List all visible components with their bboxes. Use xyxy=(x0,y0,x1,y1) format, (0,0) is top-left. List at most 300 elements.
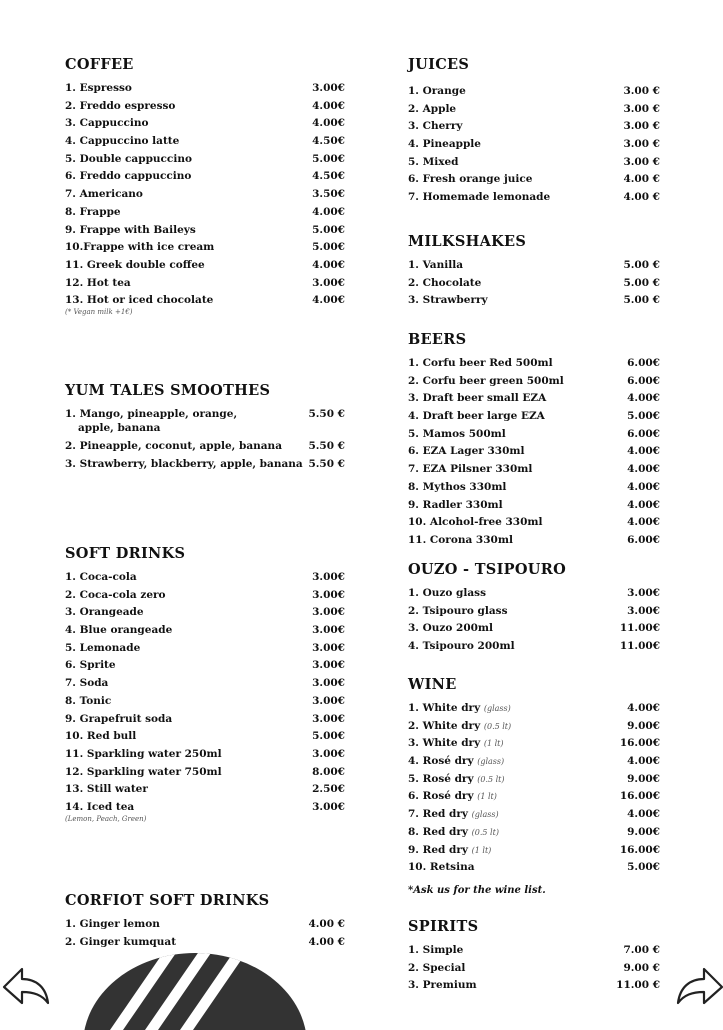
section-juices xyxy=(408,56,660,209)
menu-item xyxy=(65,624,345,642)
menu-item xyxy=(408,428,660,446)
menu-item xyxy=(408,587,660,605)
item-name-text: 2. Ginger kumquat xyxy=(65,935,177,948)
beers-list xyxy=(408,357,660,552)
item-name-text: 1. Ginger lemon xyxy=(65,918,160,930)
item-price: 3.00€ xyxy=(627,604,660,617)
item-name-text: 13. Still water xyxy=(65,783,148,796)
item-name xyxy=(408,173,532,185)
menu-item xyxy=(408,277,660,295)
item-name-text: 6. Freddo cappuccino xyxy=(65,170,192,183)
item-price: 9.00€ xyxy=(627,825,660,838)
item-name-text: 3. Cherry xyxy=(408,120,463,133)
item-price: 8.00€ xyxy=(312,765,345,778)
item-name-text: 3. White dry xyxy=(408,737,481,750)
item-name-text: 2. Chocolate xyxy=(408,276,482,289)
item-price: 4.00€ xyxy=(312,117,345,130)
menu-item xyxy=(408,445,660,463)
item-name-cont: apple, banana xyxy=(78,422,161,434)
item-price: 3.00 € xyxy=(623,102,660,115)
item-name-text: 4. Rosé dry xyxy=(408,755,474,768)
menu-item xyxy=(408,773,660,791)
menu-item xyxy=(65,730,345,748)
item-name xyxy=(65,241,214,253)
item-name xyxy=(408,191,550,203)
item-size: (0.5 lt) xyxy=(483,721,512,731)
menu-item xyxy=(408,622,660,640)
item-price: 4.00€ xyxy=(627,808,660,821)
section-title: COFFEE xyxy=(65,56,134,73)
item-name xyxy=(408,138,481,150)
arrow-right-icon xyxy=(676,965,723,1009)
item-price: 4.00€ xyxy=(627,755,660,768)
item-name-text: 14. Iced tea xyxy=(65,800,135,813)
wine-list xyxy=(408,702,660,879)
item-name-text: 3. Premium xyxy=(408,979,477,992)
menu-item xyxy=(65,117,345,135)
menu-item xyxy=(408,826,660,844)
item-name-text: 3. Ouzo 200ml xyxy=(408,622,494,635)
item-name-text: 2. Coca-cola zero xyxy=(65,588,166,601)
menu-item xyxy=(408,294,660,312)
item-name-text: 13. Hot or iced chocolate xyxy=(65,294,214,307)
section-wine xyxy=(408,676,660,896)
item-name xyxy=(408,844,491,856)
item-price: 5.50 € xyxy=(308,457,345,470)
item-name xyxy=(408,720,511,732)
item-name xyxy=(65,659,116,671)
item-name-text: 8. Mythos 330ml xyxy=(408,480,507,493)
section-title: SPIRITS xyxy=(408,918,479,935)
menu-item xyxy=(408,392,660,410)
menu-item xyxy=(408,702,660,720)
item-name xyxy=(408,156,459,168)
menu-item xyxy=(408,499,660,517)
item-price: 16.00€ xyxy=(619,737,660,750)
item-name-text: 3. Orangeade xyxy=(65,606,144,619)
item-name-text: 9. Red dry xyxy=(408,843,468,856)
coffee-list xyxy=(65,82,345,312)
menu-item xyxy=(65,100,345,118)
item-name xyxy=(408,516,543,528)
menu-item xyxy=(65,748,345,766)
item-name-text: 5. Double cappuccino xyxy=(65,152,192,165)
item-name xyxy=(408,790,497,802)
item-price: 4.00€ xyxy=(627,498,660,511)
menu-item xyxy=(408,138,660,156)
item-name-text: 8. Tonic xyxy=(65,694,112,707)
item-name xyxy=(65,695,111,707)
item-name-text: 1. Simple xyxy=(408,944,464,956)
menu-item xyxy=(65,135,345,153)
item-name xyxy=(65,82,132,94)
item-name-text: 2. Freddo espresso xyxy=(65,99,176,112)
item-name-text: 10. Retsina xyxy=(408,861,475,874)
section-title: CORFIOT SOFT DRINKS xyxy=(65,892,270,909)
menu-item xyxy=(65,241,345,259)
item-price: 3.00 € xyxy=(623,120,660,133)
item-name: 1. Mango, pineapple, orange, xyxy=(65,408,238,420)
menu-item xyxy=(65,713,345,731)
menu-item xyxy=(408,844,660,862)
item-name-text: 7. Homemade lemonade xyxy=(408,191,551,204)
menu-item xyxy=(408,410,660,428)
menu-item xyxy=(65,659,345,677)
arrow-left-icon xyxy=(2,965,50,1009)
item-price: 16.00€ xyxy=(619,790,660,803)
item-price: 5.00€ xyxy=(312,730,345,743)
item-price: 5.00€ xyxy=(312,152,345,165)
menu-item xyxy=(65,408,345,440)
item-size: (1 lt) xyxy=(477,792,497,802)
menu-item xyxy=(408,790,660,808)
item-name-text: 12. Sparkling water 750ml xyxy=(65,765,222,778)
item-name xyxy=(65,117,149,129)
item-name-text: 9. Frappe with Baileys xyxy=(65,223,196,236)
section-title: OUZO - TSIPOURO xyxy=(408,561,567,578)
menu-item xyxy=(408,85,660,103)
item-name-text: 6. EZA Lager 330ml xyxy=(408,445,525,458)
menu-item xyxy=(408,861,660,879)
item-name xyxy=(408,534,513,546)
item-name-text: 5. Rosé dry xyxy=(408,772,474,785)
menu-item xyxy=(408,605,660,623)
section-coffee xyxy=(65,56,345,316)
item-price: 2.50€ xyxy=(312,783,345,796)
item-name-text: 7. EZA Pilsner 330ml xyxy=(408,463,533,476)
item-name xyxy=(408,640,515,652)
item-name xyxy=(65,642,140,654)
item-price: 4.00 € xyxy=(308,918,345,930)
item-name xyxy=(408,375,564,387)
item-name xyxy=(65,801,134,813)
item-name xyxy=(408,587,486,599)
menu-item xyxy=(65,801,345,819)
item-size: (1 lt) xyxy=(483,739,504,749)
menu-item xyxy=(408,375,660,393)
item-price: 3.00 € xyxy=(623,85,660,97)
menu-item xyxy=(408,463,660,481)
item-size: (glass) xyxy=(483,704,511,713)
item-size: (glass) xyxy=(471,810,499,820)
item-price: 4.50€ xyxy=(312,135,345,148)
item-name xyxy=(65,783,148,795)
menu-item xyxy=(408,259,660,277)
item-price: 4.00€ xyxy=(312,99,345,112)
spirits-list xyxy=(408,944,660,997)
item-price: 3.00€ xyxy=(312,606,345,619)
menu-item xyxy=(65,294,345,312)
item-name-text: 1. Corfu beer Red 500ml xyxy=(408,357,553,369)
section-title: JUICES xyxy=(408,56,470,73)
juices-list xyxy=(408,85,660,209)
soft-drinks-list xyxy=(65,571,345,819)
item-price: 3.00€ xyxy=(312,800,345,813)
section-title: BEERS xyxy=(408,331,467,348)
item-price: 3.00€ xyxy=(312,677,345,690)
item-price: 11.00€ xyxy=(619,640,660,653)
item-price: 5.00 € xyxy=(623,276,660,289)
item-name xyxy=(65,294,213,306)
milkshakes-list xyxy=(408,259,660,312)
menu-item xyxy=(408,640,660,658)
item-price: 9.00€ xyxy=(627,772,660,785)
section-soft-drinks xyxy=(65,545,345,823)
item-name xyxy=(65,606,144,618)
menu-item xyxy=(408,156,660,174)
item-name xyxy=(65,624,172,636)
prev-page-button[interactable] xyxy=(2,965,50,1013)
item-name-text: 11. Sparkling water 250ml xyxy=(65,747,222,760)
item-name-text: 3. Cappuccino xyxy=(65,117,149,130)
item-name xyxy=(65,224,196,236)
item-name-text: 10. Red bull xyxy=(65,730,137,743)
menu-item xyxy=(408,173,660,191)
item-name-text: 3. Strawberry xyxy=(408,294,488,307)
item-name-text: 6. Sprite xyxy=(65,659,116,672)
item-price: 6.00€ xyxy=(627,533,660,546)
item-name xyxy=(65,918,160,930)
item-name xyxy=(65,730,136,742)
item-price: 4.00 € xyxy=(623,191,660,204)
item-name xyxy=(65,936,176,948)
item-name: 2. Pineapple, coconut, apple, banana xyxy=(65,440,282,452)
item-name-text: 1. Coca-cola xyxy=(65,571,137,583)
menu-item xyxy=(408,720,660,738)
item-name xyxy=(65,170,191,182)
menu-item xyxy=(65,571,345,589)
item-name-text: 6. Fresh orange juice xyxy=(408,173,533,186)
menu-item xyxy=(65,606,345,624)
item-price: 5.00€ xyxy=(627,410,660,423)
item-price: 6.00€ xyxy=(627,427,660,440)
item-price: 5.00€ xyxy=(312,241,345,254)
item-price: 3.00€ xyxy=(312,641,345,654)
item-name-text: 1. Espresso xyxy=(65,82,132,94)
item-name xyxy=(408,499,503,511)
menu-item xyxy=(408,962,660,980)
item-price: 3.00€ xyxy=(627,587,660,599)
item-size: (1 lt) xyxy=(471,845,492,855)
item-price: 3.00€ xyxy=(312,659,345,672)
item-name xyxy=(65,277,131,289)
item-price: 11.00€ xyxy=(619,622,660,635)
item-name xyxy=(408,445,525,457)
menu-item xyxy=(65,642,345,660)
item-name xyxy=(65,748,222,760)
item-name xyxy=(65,153,192,165)
menu-item xyxy=(65,918,345,936)
item-name xyxy=(408,120,462,132)
item-name xyxy=(408,259,463,271)
menu-item xyxy=(408,357,660,375)
item-name-text: 4. Blue orangeade xyxy=(65,624,173,637)
item-name xyxy=(408,428,506,440)
logo-graphic xyxy=(70,950,330,1030)
item-name xyxy=(408,962,465,974)
item-name xyxy=(65,206,121,218)
item-price: 9.00 € xyxy=(623,961,660,974)
item-name xyxy=(408,410,545,422)
menu-item xyxy=(408,808,660,826)
item-price: 4.00€ xyxy=(627,463,660,476)
menu-item xyxy=(65,153,345,171)
item-name xyxy=(408,622,493,634)
iced-tea-note: (Lemon, Peach, Green) xyxy=(65,814,147,823)
item-name-text: 2. Corfu beer green 500ml xyxy=(408,374,564,387)
item-price: 3.00€ xyxy=(312,82,345,94)
item-name-text: 2. White dry xyxy=(408,719,481,732)
item-name xyxy=(408,773,505,785)
menu-item xyxy=(408,944,660,962)
menu-item xyxy=(408,979,660,997)
item-name-text: 11. Corona 330ml xyxy=(408,533,513,546)
item-name-text: 7. Soda xyxy=(65,677,109,690)
menu-item xyxy=(65,224,345,242)
item-price: 5.50 € xyxy=(308,408,345,420)
item-name xyxy=(408,103,456,115)
section-ouzo xyxy=(408,561,660,658)
item-name-text: 2. Tsipouro glass xyxy=(408,604,508,617)
item-name-text: 7. Americano xyxy=(65,188,143,201)
item-name-text: 7. Red dry xyxy=(408,808,468,821)
item-name xyxy=(408,979,477,991)
section-milkshakes xyxy=(408,233,660,312)
menu-item xyxy=(408,481,660,499)
section-title: SOFT DRINKS xyxy=(65,545,186,562)
menu-item xyxy=(65,458,345,476)
item-name xyxy=(408,826,499,838)
item-name-text: 4. Draft beer large EZA xyxy=(408,410,545,423)
item-name xyxy=(408,755,504,767)
item-name-text: 9. Radler 330ml xyxy=(408,498,503,511)
menu-item xyxy=(65,589,345,607)
item-price: 3.00€ xyxy=(312,588,345,601)
section-title: MILKSHAKES xyxy=(408,233,527,250)
item-price: 3.00 € xyxy=(623,155,660,168)
item-name xyxy=(408,294,488,306)
item-price: 4.00€ xyxy=(627,702,660,714)
menu-item xyxy=(65,695,345,713)
item-size: (glass) xyxy=(477,757,505,767)
item-name-text: 5. Mixed xyxy=(408,155,459,168)
next-page-button[interactable] xyxy=(676,965,723,1013)
item-name-text: 1. Orange xyxy=(408,85,466,97)
item-name xyxy=(408,392,546,404)
item-name xyxy=(408,808,499,820)
item-name xyxy=(65,766,222,778)
item-price: 16.00€ xyxy=(619,843,660,856)
item-name-text: 10. Alcohol-free 330ml xyxy=(408,516,543,529)
section-smoothies xyxy=(65,382,345,475)
item-price: 3.00€ xyxy=(312,571,345,583)
item-price: 3.50€ xyxy=(312,188,345,201)
item-name-text: 8. Frappe xyxy=(65,205,121,218)
item-price: 3.00€ xyxy=(312,747,345,760)
section-title: WINE xyxy=(408,676,457,693)
item-name xyxy=(65,100,175,112)
item-price: 6.00€ xyxy=(627,374,660,387)
item-price: 7.00 € xyxy=(623,944,660,956)
item-price: 4.00€ xyxy=(312,258,345,271)
item-name-text: 2. Special xyxy=(408,961,466,974)
item-price: 5.00€ xyxy=(312,223,345,236)
menu-item xyxy=(65,259,345,277)
menu-item xyxy=(408,120,660,138)
item-name xyxy=(408,737,504,749)
item-price: 4.00€ xyxy=(627,445,660,458)
item-name xyxy=(65,677,108,689)
item-price: 5.00€ xyxy=(627,861,660,874)
item-name xyxy=(408,85,466,97)
item-price: 4.00 € xyxy=(308,935,345,948)
item-name xyxy=(408,702,511,714)
vegan-note: (* Vegan milk +1€) xyxy=(65,307,133,316)
item-price: 4.00€ xyxy=(627,480,660,493)
item-name-text: 5. Mamos 500ml xyxy=(408,427,506,440)
smoothies-list xyxy=(65,408,345,475)
menu-item xyxy=(408,191,660,209)
item-price: 4.00 € xyxy=(623,173,660,186)
menu-item xyxy=(65,677,345,695)
menu-item xyxy=(65,170,345,188)
item-name xyxy=(65,589,166,601)
item-name xyxy=(65,713,172,725)
item-name xyxy=(65,571,137,583)
item-name xyxy=(408,605,508,617)
item-size: (0.5 lt) xyxy=(471,827,499,837)
item-name-text: 12. Hot tea xyxy=(65,276,131,289)
menu-item xyxy=(408,516,660,534)
section-spirits xyxy=(408,918,660,997)
item-name-text: 10.Frappe with ice cream xyxy=(65,241,215,254)
item-price: 4.00€ xyxy=(312,205,345,218)
item-name xyxy=(408,861,475,873)
item-name-text: 4. Tsipouro 200ml xyxy=(408,640,515,653)
item-price: 4.00€ xyxy=(312,294,345,307)
menu-item xyxy=(65,206,345,224)
menu-item xyxy=(65,766,345,784)
item-name xyxy=(408,277,481,289)
ouzo-list xyxy=(408,587,660,658)
item-name-text: 11. Greek double coffee xyxy=(65,258,205,271)
item-price: 3.00€ xyxy=(312,624,345,637)
menu-item xyxy=(65,82,345,100)
item-name-text: 5. Lemonade xyxy=(65,641,141,654)
item-price: 3.00€ xyxy=(312,712,345,725)
item-name: 3. Strawberry, blackberry, apple, banana xyxy=(65,457,303,470)
wine-list-note: *Ask us for the wine list. xyxy=(408,884,546,896)
item-price: 4.00€ xyxy=(627,516,660,529)
item-name-text: 2. Apple xyxy=(408,102,457,115)
item-price: 5.00 € xyxy=(623,294,660,307)
item-name-text: 8. Red dry xyxy=(408,825,468,838)
item-name xyxy=(408,463,532,475)
item-name-text: 1. Ouzo glass xyxy=(408,587,486,599)
item-name xyxy=(408,357,553,369)
item-name xyxy=(408,481,506,493)
menu-item xyxy=(408,103,660,121)
item-name-text: 3. Draft beer small EZA xyxy=(408,392,547,405)
menu-item xyxy=(408,534,660,552)
item-name-text: 4. Cappuccino latte xyxy=(65,135,180,148)
item-price: 4.50€ xyxy=(312,170,345,183)
item-price: 5.00 € xyxy=(623,259,660,271)
section-corfiot xyxy=(65,892,345,953)
item-price: 6.00€ xyxy=(627,357,660,369)
section-beers xyxy=(408,331,660,552)
item-name xyxy=(65,259,205,271)
